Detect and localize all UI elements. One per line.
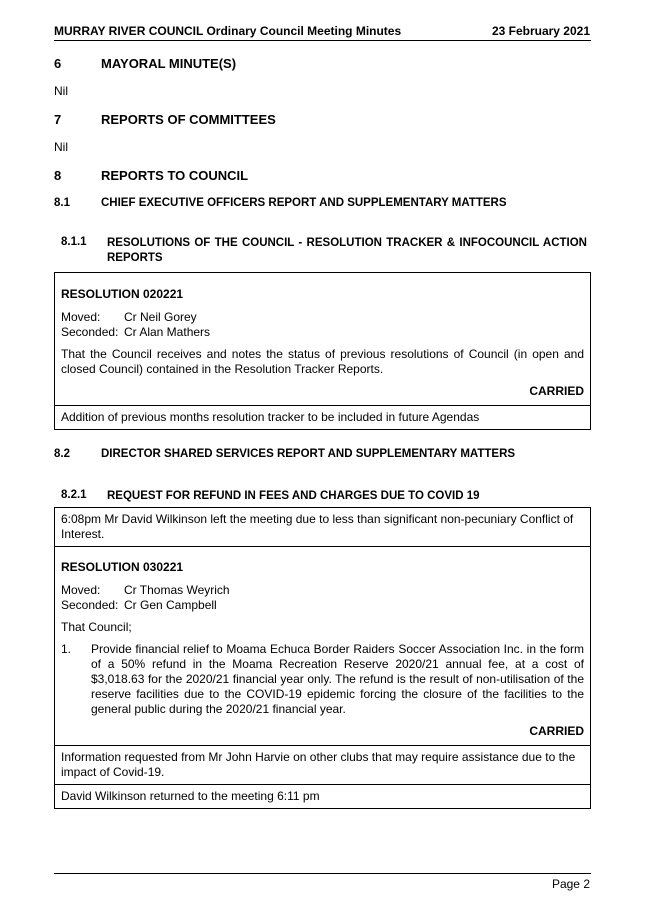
header-rule <box>54 40 591 41</box>
section-8-number: 8 <box>54 168 62 183</box>
seconded-label: Seconded: <box>61 598 119 612</box>
section-8-1-number: 8.1 <box>54 197 70 209</box>
resolution-title: RESOLUTION 030221 <box>61 560 184 574</box>
resolution-text: That the Council receives and notes the status of previous resolutions of Council (in open and closed Council) contained in the Resolution Tracker Reports. <box>61 347 584 376</box>
section-7-body: Nil <box>54 140 68 154</box>
list-item-text: Provide financial relief to Moama Echuca Border Raiders Soccer Association Inc. in the form of a 50% refund in the Moama Recreation Reserve 2020/21 annual fee, at a cost of $3,018.63 for the 2020/21 financial year only. The refund is the result of non-utilisation of the reserve facilities due to the COVID-19 epidemic forcing the closure of the facilities to the general public during the 2020/21 financial year. <box>91 642 584 716</box>
seconded-by: Cr Gen Campbell <box>124 598 217 612</box>
section-8-title: REPORTS TO COUNCIL <box>101 168 249 183</box>
section-7-title: REPORTS OF COMMITTEES <box>101 112 276 127</box>
moved-by: Cr Thomas Weyrich <box>124 583 230 597</box>
header-date: 23 February 2021 <box>491 24 590 38</box>
section-8-1-1-title: RESOLUTIONS OF THE COUNCIL - RESOLUTION TRACKER & INFOCOUNCIL ACTION REPORTS <box>107 237 587 264</box>
resolution-020221-box <box>54 272 591 430</box>
section-8-1-title: CHIEF EXECUTIVE OFFICERS REPORT AND SUPPLEMENTARY MATTERS <box>101 197 507 209</box>
seconded-label: Seconded: <box>61 325 119 339</box>
section-8-2-1-number: 8.2.1 <box>61 489 87 501</box>
resolution-note-1: Information requested from Mr John Harvie on other clubs that may require assistance due to the impact of Covid-19. <box>55 745 590 784</box>
section-8-1-1-number: 8.1.1 <box>61 236 87 248</box>
page-number: Page 2 <box>551 877 590 891</box>
header-title: MURRAY RIVER COUNCIL Ordinary Council Meeting Minutes <box>54 24 402 38</box>
carried-label: CARRIED <box>529 724 584 738</box>
section-8-2-number: 8.2 <box>54 448 70 460</box>
resolution-note: Addition of previous months resolution tracker to be included in future Agendas <box>55 405 590 429</box>
section-8-2-1-title: REQUEST FOR REFUND IN FEES AND CHARGES DUE TO COVID 19 <box>107 490 480 502</box>
footer-rule <box>54 873 591 874</box>
pre-resolution-note: 6:08pm Mr David Wilkinson left the meeting due to less than significant non-pecuniary Conflict of Interest. <box>61 512 574 541</box>
section-6-body: Nil <box>54 84 68 98</box>
moved-by: Cr Neil Gorey <box>124 310 197 324</box>
moved-label: Moved: <box>61 583 101 597</box>
section-7-number: 7 <box>54 112 62 127</box>
moved-label: Moved: <box>61 310 101 324</box>
seconded-by: Cr Alan Mathers <box>124 325 211 339</box>
section-6-number: 6 <box>54 56 62 71</box>
carried-label: CARRIED <box>529 384 584 398</box>
list-item-number: 1. <box>61 642 72 656</box>
resolution-note-2: David Wilkinson returned to the meeting 6:11 pm <box>55 784 590 808</box>
resolution-030221-box <box>54 507 591 809</box>
section-8-2-title: DIRECTOR SHARED SERVICES REPORT AND SUPPLEMENTARY MATTERS <box>101 448 516 460</box>
list-item <box>61 642 584 717</box>
resolution-intro: That Council; <box>61 620 132 634</box>
section-6-title: MAYORAL MINUTE(S) <box>101 56 237 71</box>
resolution-title: RESOLUTION 020221 <box>61 287 184 301</box>
